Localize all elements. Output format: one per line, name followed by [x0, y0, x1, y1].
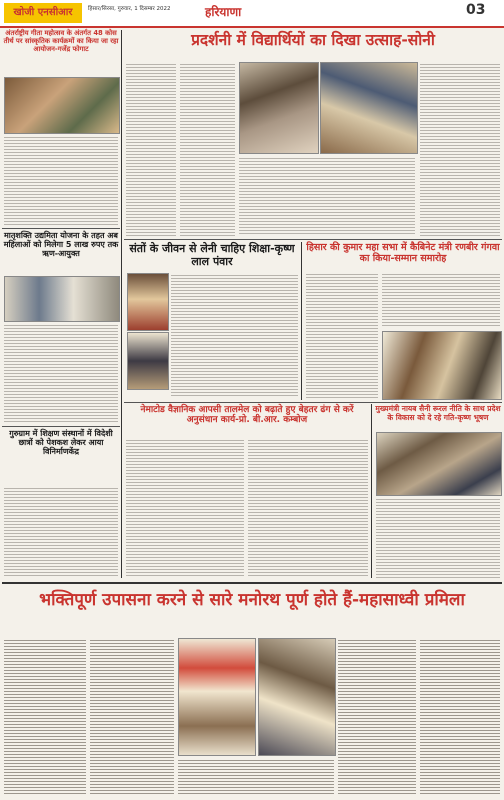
left-low-headline: गुरुग्राम में शिक्षण संस्थानों में विदेशी छात्रों को पेशकश लेकर आया विनिर्माणकेंद्र — [9, 429, 113, 457]
right-low-headline: मुख्यमंत्री नायब सैनी रूरल नीति के साथ प्रदेश के विकास को दे रहे गति-कृष्ण भूषण — [375, 404, 501, 422]
lead-photo-1 — [239, 62, 319, 154]
bottom-body-col-1 — [4, 638, 86, 796]
lead-photo-2 — [320, 62, 418, 154]
center-mid-photo-1 — [127, 273, 169, 331]
newspaper-logo: खोजी एनसीआर — [4, 3, 82, 23]
right-mid-headline: हिसार की कुमार महा सभा में कैबिनेट मंत्री रणबीर गंगवा का किया-सम्मान समारोह — [306, 242, 500, 264]
divider — [2, 426, 120, 427]
bottom-body-col-2 — [90, 638, 174, 796]
left-top-headline: अंतर्राष्ट्रीय गीता महोत्सव के अंतर्गत 48 कोस तीर्थ पर सांस्कृतिक कार्यक्रमों का किया जा रहा आयोजन-गजेंद्र फोगाट — [3, 29, 119, 53]
right-mid-body-col-1 — [306, 272, 378, 398]
bottom-body-col-4 — [338, 638, 416, 796]
right-low-photo — [376, 432, 502, 496]
lead-body-col-4 — [420, 62, 500, 236]
divider — [2, 228, 120, 229]
section-divider — [2, 582, 502, 584]
left-low-body-text — [4, 486, 118, 578]
center-low-body-col-2 — [248, 438, 368, 578]
left-mid-photo — [4, 276, 120, 322]
left-top-body-text — [4, 135, 118, 225]
column-rule — [371, 404, 372, 578]
right-mid-photo — [382, 331, 502, 400]
bottom-photo-2 — [258, 638, 336, 756]
left-mid-body-text — [4, 323, 118, 423]
divider — [124, 239, 502, 240]
center-mid-headline: संतों के जीवन से लेनी चाहिए शिक्षा-कृष्ण लाल पंवार — [129, 242, 295, 268]
center-mid-photo-2 — [127, 332, 169, 390]
center-mid-body-text — [171, 273, 298, 398]
page-number: 03 — [466, 2, 486, 18]
right-mid-body-col-2 — [382, 272, 500, 328]
left-mid-headline: मातृशक्ति उद्यमिता योजना के तहत अब महिलाओं को मिलेगा 5 लाख रुपए तक ऋण-आयुक्त — [3, 231, 119, 259]
lead-body-col-1 — [126, 62, 176, 236]
bottom-headline: भक्तिपूर्ण उपासना करने से सारे मनोरथ पूर्ण होते हैं-महासाध्वी प्रमिला — [39, 590, 465, 610]
right-low-body-text — [376, 497, 500, 578]
divider — [124, 402, 502, 403]
bottom-photo-1 — [178, 638, 256, 756]
column-rule — [121, 30, 122, 578]
center-low-body-col-1 — [126, 438, 244, 578]
column-rule — [301, 242, 302, 400]
dateline: हिसार/सिरसा, गुरुवार, 1 दिसम्बर 2022 — [88, 6, 171, 12]
lead-body-col-3 — [239, 156, 415, 236]
left-top-photo — [4, 77, 120, 134]
section-title: हरियाणा — [205, 5, 242, 19]
center-low-headline: नेमाटोड वैज्ञानिक आपसी तालमेल को बढ़ाते हुए बेहतर ढंग से करें अनुसंधान कार्य-प्रो. बी.आर. कम्बोज — [140, 405, 354, 426]
lead-headline: प्रदर्शनी में विद्यार्थियों का दिखा उत्साह-सोनी — [191, 31, 435, 49]
bottom-body-col-3 — [178, 758, 334, 796]
bottom-body-col-5 — [420, 638, 500, 796]
lead-body-col-2 — [180, 62, 235, 236]
